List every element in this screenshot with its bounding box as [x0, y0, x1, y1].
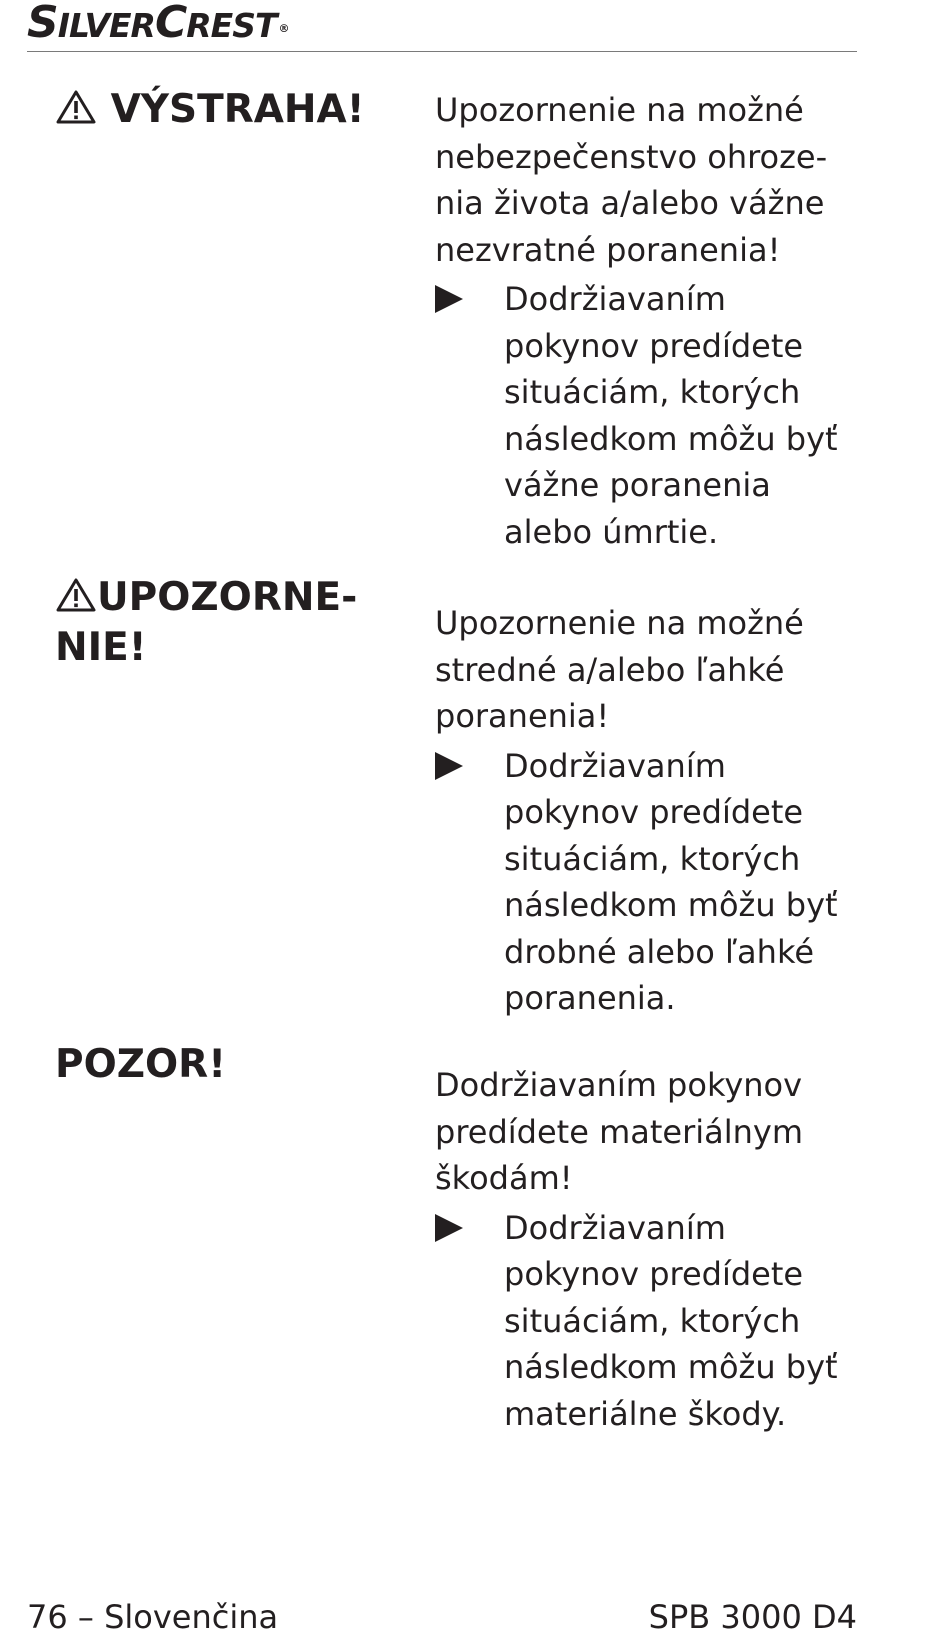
logo-letters-ilver: ILVER [57, 6, 155, 45]
bullet-arrow-icon [435, 752, 463, 780]
notice-intro-line: predídete materiálnym [435, 1112, 804, 1151]
caution-bullet-line: situáciám, ktorých [504, 839, 801, 878]
caution-bullet-line: následkom môžu byť [504, 886, 838, 924]
caution-label-line: NIE! [55, 625, 147, 670]
notice-bullet-line: pokynov predídete [504, 1255, 804, 1293]
caution-bullet [435, 743, 875, 1022]
bullet-arrow-icon [435, 1214, 463, 1242]
caution-label [55, 573, 357, 673]
notice-bullet [435, 1205, 875, 1438]
notice-label [55, 1040, 226, 1090]
registered-mark: ® [278, 22, 289, 35]
caution-bullet-line: drobné alebo ľahké [504, 932, 815, 971]
warning-bullet-line: následkom môžu byť [504, 419, 838, 458]
caution-intro-line: poranenia! [435, 697, 610, 735]
logo-letter-s: S [27, 0, 58, 48]
caution-bullet-line: poranenia. [504, 979, 676, 1017]
notice-intro-line: škodám! [435, 1159, 573, 1197]
warning-bullet-line: alebo úmrtie. [504, 512, 719, 551]
warning-bullet-line: Dodržiavaním [504, 280, 726, 318]
caution-bullet-line: pokynov predídete [504, 793, 804, 831]
notice-bullet-line: materiálne škody. [504, 1394, 787, 1433]
warning-bullet-line: situáciám, ktorých [504, 373, 801, 411]
brand-logo [27, 0, 289, 48]
notice-bullet-line: situáciám, ktorých [504, 1301, 801, 1340]
notice-bullet-line: následkom môžu byť [504, 1348, 838, 1386]
warning-triangle-icon [55, 577, 97, 613]
warning-intro-line: nezvratné poranenia! [435, 230, 781, 269]
caution-intro-line: Upozornenie na možné [435, 604, 804, 642]
bullet-arrow-icon [435, 285, 463, 313]
warning-intro-line: Upozornenie na možné [435, 91, 804, 129]
model-number: SPB 3000 D4 [648, 1598, 857, 1636]
notice-intro-line: Dodržiavaním pokynov [435, 1066, 803, 1104]
warning-bullet [435, 276, 875, 555]
caution-intro-line: stredné a/alebo ľahké [435, 650, 785, 689]
warning-label [55, 85, 365, 135]
logo-letter-c: C [154, 0, 187, 48]
warning-intro-line: nia života a/alebo vážne [435, 184, 825, 222]
caution-block [435, 600, 875, 1022]
logo-letters-rest: REST [186, 6, 277, 45]
warning-label-text: VÝSTRAHA! [110, 87, 365, 132]
warning-bullet-line: vážne poranenia [504, 466, 771, 504]
notice-block [435, 1062, 875, 1437]
warning-block [435, 87, 875, 555]
warning-intro-line: nebezpečenstvo ohroze- [435, 137, 828, 176]
warning-bullet-line: pokynov predídete [504, 326, 804, 365]
caution-bullet-line: Dodržiavaním [504, 746, 726, 785]
caution-label-line: UPOZORNE- [97, 575, 358, 620]
notice-label-text: POZOR! [55, 1042, 226, 1087]
notice-bullet-line: Dodržiavaním [504, 1208, 726, 1247]
header-divider [27, 51, 857, 52]
warning-triangle-icon [55, 89, 97, 125]
page-number-label: 76 – Slovenčina [27, 1598, 279, 1636]
